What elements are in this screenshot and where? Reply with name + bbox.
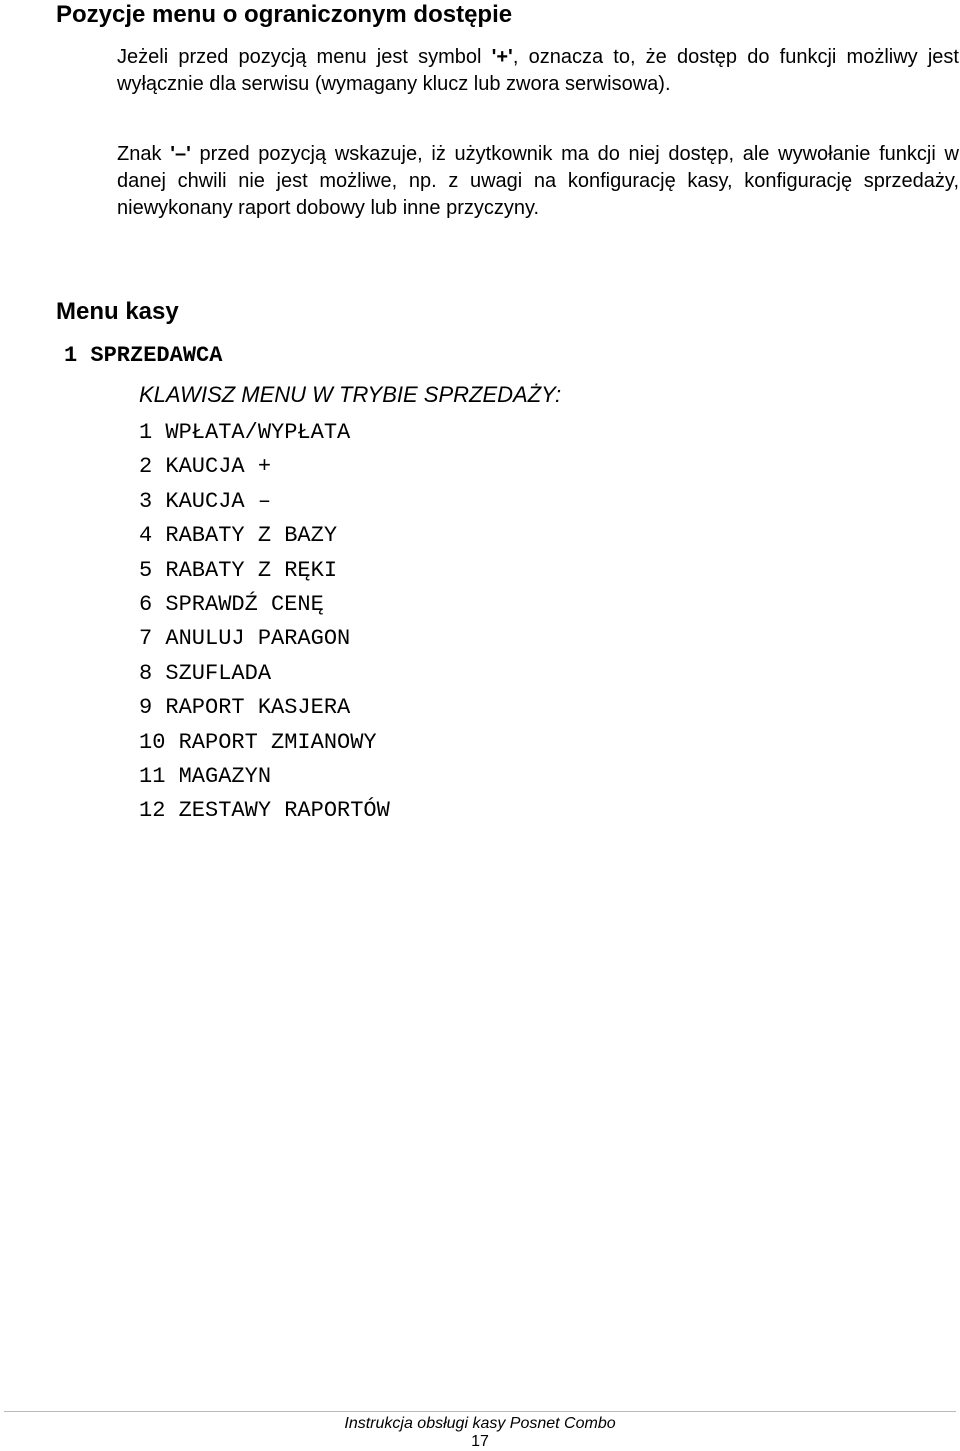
menu-item: 1 WPŁATA/WYPŁATA: [139, 420, 351, 445]
paragraph-text: Jeżeli przed pozycją menu jest symbol: [117, 46, 492, 68]
section-title: Pozycje menu o ograniczonym dostępie: [56, 1, 513, 28]
paragraph-text: , oznacza to, że dostęp do funkcji możliwy jest wyłącznie dla serwisu (wymagany klucz lub zwora serwisowa).: [117, 46, 959, 95]
menu-item: 7 ANULUJ PARAGON: [139, 626, 351, 652]
menu-title: Menu kasy: [56, 298, 179, 325]
menu-list: [139, 416, 390, 829]
footer-divider: [4, 1411, 956, 1412]
menu-item: 2 KAUCJA +: [139, 454, 272, 480]
menu-item: 11 MAGAZYN: [139, 763, 272, 789]
menu-item: 6 SPRAWDŹ CENĘ: [139, 591, 324, 617]
menu-root-item: 1 SPRZEDAWCA: [64, 343, 223, 368]
menu-item: 5 RABATY Z RĘKI: [139, 557, 338, 583]
paragraph-text: Znak: [117, 143, 171, 165]
menu-item: 3 KAUCJA –: [139, 488, 272, 514]
menu-item: 12 ZESTAWY RAPORTÓW: [139, 798, 390, 824]
menu-item: 9 RAPORT KASJERA: [139, 695, 351, 721]
footer-title: Instrukcja obsługi kasy Posnet Combo: [344, 1415, 616, 1432]
submenu-caption: KLAWISZ MENU W TRYBIE SPRZEDAŻY:: [139, 382, 562, 407]
menu-item: 4 RABATY Z BAZY: [139, 523, 338, 549]
menu-item: 10 RAPORT ZMIANOWY: [139, 729, 377, 755]
plus-symbol: '+': [491, 46, 513, 68]
restricted-access-paragraph-plus: [117, 44, 959, 98]
menu-item: 8 SZUFLADA: [139, 660, 272, 686]
page-number: 17: [471, 1433, 489, 1450]
paragraph-text: przed pozycją wskazuje, iż użytkownik ma do niej dostęp, ale wywołanie funkcji w danej chwili nie jest możliwe, np. z uwagi na konfigurację kasy, konfigurację sprzedaży, niewykonany raport dobowy lub inne przyczyny.: [117, 143, 959, 219]
restricted-access-paragraph-dash: [117, 141, 959, 222]
dash-symbol: '–': [170, 143, 191, 165]
